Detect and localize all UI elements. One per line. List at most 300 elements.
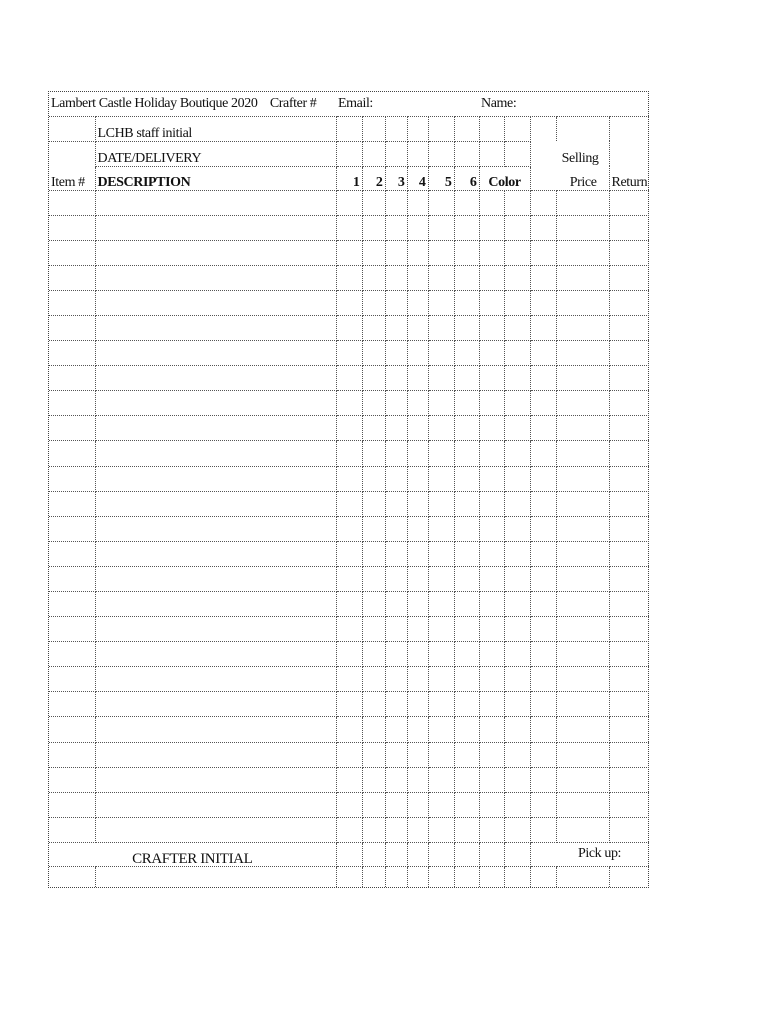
entry-cell[interactable] (336, 265, 362, 290)
entry-cell[interactable] (407, 240, 428, 265)
description-cell[interactable] (95, 441, 336, 466)
entry-cell[interactable] (336, 466, 362, 491)
entry-cell[interactable] (385, 416, 407, 441)
entry-cell[interactable] (362, 315, 385, 340)
entry-cell[interactable] (362, 416, 385, 441)
entry-cell[interactable] (428, 516, 454, 541)
entry-cell[interactable] (428, 742, 454, 767)
entry-cell[interactable] (428, 592, 454, 617)
entry-cell[interactable] (428, 767, 454, 792)
entry-cell[interactable] (362, 265, 385, 290)
item-number-cell[interactable] (49, 642, 95, 667)
entry-cell[interactable] (479, 441, 504, 466)
entry-cell[interactable] (336, 717, 362, 742)
entry-cell[interactable] (454, 315, 479, 340)
entry-cell[interactable] (407, 842, 428, 866)
entry-cell[interactable] (556, 692, 609, 717)
entry-cell[interactable] (504, 541, 530, 566)
entry-cell[interactable] (609, 190, 649, 215)
entry-cell[interactable] (454, 240, 479, 265)
entry-cell[interactable] (385, 667, 407, 692)
entry-cell[interactable] (362, 592, 385, 617)
entry-cell[interactable] (428, 290, 454, 315)
entry-cell[interactable] (479, 516, 504, 541)
entry-cell[interactable] (385, 642, 407, 667)
description-cell[interactable] (95, 566, 336, 591)
entry-cell[interactable] (556, 667, 609, 692)
entry-cell[interactable] (407, 667, 428, 692)
entry-cell[interactable] (504, 290, 530, 315)
description-cell[interactable] (95, 190, 336, 215)
description-cell[interactable] (95, 366, 336, 391)
entry-cell[interactable] (336, 617, 362, 642)
email-field[interactable] (336, 92, 479, 116)
entry-cell[interactable] (609, 441, 649, 466)
entry-cell[interactable] (336, 391, 362, 416)
entry-cell[interactable] (336, 315, 362, 340)
entry-cell[interactable] (504, 592, 530, 617)
entry-cell[interactable] (385, 692, 407, 717)
entry-cell[interactable] (556, 516, 609, 541)
description-cell[interactable] (95, 667, 336, 692)
entry-cell[interactable] (504, 817, 530, 842)
entry-cell[interactable] (336, 767, 362, 792)
description-cell[interactable] (95, 416, 336, 441)
entry-cell[interactable] (428, 692, 454, 717)
entry-cell[interactable] (362, 667, 385, 692)
entry-cell[interactable] (556, 366, 609, 391)
entry-cell[interactable] (362, 792, 385, 817)
entry-cell[interactable] (530, 717, 556, 742)
entry-cell[interactable] (336, 566, 362, 591)
description-cell[interactable] (95, 391, 336, 416)
entry-cell[interactable] (556, 240, 609, 265)
entry-cell[interactable] (385, 290, 407, 315)
entry-cell[interactable] (385, 491, 407, 516)
entry-cell[interactable] (479, 315, 504, 340)
entry-cell[interactable] (428, 866, 454, 887)
entry-cell[interactable] (479, 341, 504, 366)
item-number-cell[interactable] (49, 566, 95, 591)
entry-cell[interactable] (428, 215, 454, 240)
description-cell[interactable] (95, 792, 336, 817)
entry-cell[interactable] (530, 592, 556, 617)
entry-cell[interactable] (385, 341, 407, 366)
entry-cell[interactable] (479, 792, 504, 817)
size-cell[interactable] (385, 116, 407, 141)
entry-cell[interactable] (336, 742, 362, 767)
entry-cell[interactable] (428, 265, 454, 290)
size-cell[interactable] (362, 141, 385, 166)
entry-cell[interactable] (530, 366, 556, 391)
entry-cell[interactable] (362, 290, 385, 315)
size-cell[interactable] (362, 116, 385, 141)
entry-cell[interactable] (556, 416, 609, 441)
entry-cell[interactable] (336, 341, 362, 366)
entry-cell[interactable] (362, 190, 385, 215)
entry-cell[interactable] (556, 541, 609, 566)
entry-cell[interactable] (556, 315, 609, 340)
description-cell[interactable] (95, 817, 336, 842)
description-cell[interactable] (95, 516, 336, 541)
entry-cell[interactable] (428, 817, 454, 842)
entry-cell[interactable] (336, 692, 362, 717)
item-number-cell[interactable] (49, 315, 95, 340)
description-cell[interactable] (95, 592, 336, 617)
entry-cell[interactable] (556, 817, 609, 842)
entry-cell[interactable] (504, 566, 530, 591)
entry-cell[interactable] (530, 692, 556, 717)
entry-cell[interactable] (479, 767, 504, 792)
entry-cell[interactable] (530, 642, 556, 667)
item-number-cell[interactable] (49, 692, 95, 717)
entry-cell[interactable] (479, 466, 504, 491)
entry-cell[interactable] (504, 391, 530, 416)
entry-cell[interactable] (428, 491, 454, 516)
size-cell[interactable] (336, 116, 362, 141)
description-cell[interactable] (95, 866, 336, 887)
entry-cell[interactable] (479, 842, 504, 866)
entry-cell[interactable] (407, 516, 428, 541)
entry-cell[interactable] (479, 391, 504, 416)
entry-cell[interactable] (407, 742, 428, 767)
item-number-cell[interactable] (49, 466, 95, 491)
item-number-cell[interactable] (49, 190, 95, 215)
entry-cell[interactable] (454, 767, 479, 792)
entry-cell[interactable] (556, 391, 609, 416)
item-number-cell[interactable] (49, 592, 95, 617)
item-number-cell[interactable] (49, 215, 95, 240)
entry-cell[interactable] (454, 866, 479, 887)
entry-cell[interactable] (454, 692, 479, 717)
size-cell[interactable] (336, 141, 362, 166)
entry-cell[interactable] (385, 541, 407, 566)
entry-cell[interactable] (609, 742, 649, 767)
entry-cell[interactable] (362, 617, 385, 642)
entry-cell[interactable] (428, 541, 454, 566)
entry-cell[interactable] (504, 642, 530, 667)
entry-cell[interactable] (385, 842, 407, 866)
item-number-cell[interactable] (49, 341, 95, 366)
entry-cell[interactable] (454, 617, 479, 642)
entry-cell[interactable] (407, 391, 428, 416)
entry-cell[interactable] (336, 190, 362, 215)
entry-cell[interactable] (530, 491, 556, 516)
item-number-cell[interactable] (49, 541, 95, 566)
entry-cell[interactable] (385, 516, 407, 541)
entry-cell[interactable] (609, 817, 649, 842)
entry-cell[interactable] (556, 792, 609, 817)
entry-cell[interactable] (407, 642, 428, 667)
entry-cell[interactable] (504, 692, 530, 717)
entry-cell[interactable] (336, 817, 362, 842)
entry-cell[interactable] (609, 592, 649, 617)
entry-cell[interactable] (362, 541, 385, 566)
entry-cell[interactable] (479, 592, 504, 617)
entry-cell[interactable] (556, 717, 609, 742)
entry-cell[interactable] (504, 516, 530, 541)
entry-cell[interactable] (407, 416, 428, 441)
entry-cell[interactable] (362, 642, 385, 667)
entry-cell[interactable] (407, 366, 428, 391)
entry-cell[interactable] (504, 366, 530, 391)
entry-cell[interactable] (428, 391, 454, 416)
entry-cell[interactable] (407, 692, 428, 717)
entry-cell[interactable] (479, 416, 504, 441)
entry-cell[interactable] (504, 215, 530, 240)
entry-cell[interactable] (504, 441, 530, 466)
entry-cell[interactable] (609, 792, 649, 817)
entry-cell[interactable] (407, 866, 428, 887)
description-cell[interactable] (95, 692, 336, 717)
name-field[interactable] (479, 92, 649, 116)
entry-cell[interactable] (454, 466, 479, 491)
entry-cell[interactable] (556, 767, 609, 792)
item-number-cell[interactable] (49, 866, 95, 887)
entry-cell[interactable] (407, 190, 428, 215)
entry-cell[interactable] (454, 265, 479, 290)
entry-cell[interactable] (556, 190, 609, 215)
item-number-cell[interactable] (49, 767, 95, 792)
entry-cell[interactable] (407, 541, 428, 566)
entry-cell[interactable] (556, 265, 609, 290)
entry-cell[interactable] (504, 240, 530, 265)
entry-cell[interactable] (454, 491, 479, 516)
entry-cell[interactable] (556, 441, 609, 466)
entry-cell[interactable] (454, 792, 479, 817)
entry-cell[interactable] (530, 416, 556, 441)
entry-cell[interactable] (530, 341, 556, 366)
entry-cell[interactable] (428, 240, 454, 265)
entry-cell[interactable] (556, 466, 609, 491)
entry-cell[interactable] (479, 692, 504, 717)
entry-cell[interactable] (407, 617, 428, 642)
description-cell[interactable] (95, 541, 336, 566)
entry-cell[interactable] (428, 341, 454, 366)
entry-cell[interactable] (479, 190, 504, 215)
item-number-cell[interactable] (49, 742, 95, 767)
entry-cell[interactable] (609, 566, 649, 591)
item-number-cell[interactable] (49, 391, 95, 416)
entry-cell[interactable] (530, 742, 556, 767)
color-cell[interactable] (479, 141, 504, 166)
description-cell[interactable] (95, 717, 336, 742)
entry-cell[interactable] (530, 315, 556, 340)
entry-cell[interactable] (530, 265, 556, 290)
size-cell[interactable] (454, 141, 479, 166)
entry-cell[interactable] (428, 190, 454, 215)
entry-cell[interactable] (407, 491, 428, 516)
entry-cell[interactable] (385, 366, 407, 391)
entry-cell[interactable] (454, 842, 479, 866)
entry-cell[interactable] (336, 416, 362, 441)
entry-cell[interactable] (362, 767, 385, 792)
entry-cell[interactable] (336, 240, 362, 265)
entry-cell[interactable] (428, 617, 454, 642)
entry-cell[interactable] (556, 642, 609, 667)
entry-cell[interactable] (504, 866, 530, 887)
entry-cell[interactable] (479, 717, 504, 742)
entry-cell[interactable] (362, 341, 385, 366)
entry-cell[interactable] (428, 717, 454, 742)
entry-cell[interactable] (530, 767, 556, 792)
entry-cell[interactable] (362, 441, 385, 466)
entry-cell[interactable] (454, 592, 479, 617)
entry-cell[interactable] (362, 866, 385, 887)
entry-cell[interactable] (479, 215, 504, 240)
entry-cell[interactable] (336, 592, 362, 617)
entry-cell[interactable] (504, 416, 530, 441)
entry-cell[interactable] (454, 366, 479, 391)
entry-cell[interactable] (609, 315, 649, 340)
entry-cell[interactable] (362, 240, 385, 265)
entry-cell[interactable] (504, 265, 530, 290)
entry-cell[interactable] (479, 240, 504, 265)
entry-cell[interactable] (385, 466, 407, 491)
description-cell[interactable] (95, 617, 336, 642)
entry-cell[interactable] (454, 190, 479, 215)
entry-cell[interactable] (504, 190, 530, 215)
entry-cell[interactable] (428, 842, 454, 866)
entry-cell[interactable] (479, 667, 504, 692)
entry-cell[interactable] (385, 190, 407, 215)
item-number-cell[interactable] (49, 617, 95, 642)
entry-cell[interactable] (530, 541, 556, 566)
size-cell[interactable] (428, 141, 454, 166)
entry-cell[interactable] (336, 290, 362, 315)
entry-cell[interactable] (530, 516, 556, 541)
entry-cell[interactable] (609, 240, 649, 265)
description-cell[interactable] (95, 742, 336, 767)
entry-cell[interactable] (530, 240, 556, 265)
entry-cell[interactable] (454, 541, 479, 566)
entry-cell[interactable] (336, 541, 362, 566)
size-cell[interactable] (407, 116, 428, 141)
color-cell[interactable] (504, 141, 530, 166)
entry-cell[interactable] (454, 290, 479, 315)
entry-cell[interactable] (407, 717, 428, 742)
entry-cell[interactable] (530, 215, 556, 240)
entry-cell[interactable] (609, 642, 649, 667)
entry-cell[interactable] (556, 742, 609, 767)
item-number-cell[interactable] (49, 792, 95, 817)
item-number-cell[interactable] (49, 717, 95, 742)
item-number-cell[interactable] (49, 667, 95, 692)
entry-cell[interactable] (407, 215, 428, 240)
entry-cell[interactable] (428, 667, 454, 692)
entry-cell[interactable] (504, 717, 530, 742)
entry-cell[interactable] (336, 441, 362, 466)
entry-cell[interactable] (556, 341, 609, 366)
entry-cell[interactable] (407, 341, 428, 366)
entry-cell[interactable] (362, 215, 385, 240)
entry-cell[interactable] (556, 592, 609, 617)
entry-cell[interactable] (362, 817, 385, 842)
entry-cell[interactable] (504, 842, 530, 866)
item-number-cell[interactable] (49, 416, 95, 441)
description-cell[interactable] (95, 215, 336, 240)
entry-cell[interactable] (609, 866, 649, 887)
entry-cell[interactable] (530, 190, 556, 215)
item-number-cell[interactable] (49, 516, 95, 541)
entry-cell[interactable] (362, 516, 385, 541)
entry-cell[interactable] (454, 215, 479, 240)
entry-cell[interactable] (530, 866, 556, 887)
entry-cell[interactable] (336, 366, 362, 391)
entry-cell[interactable] (454, 717, 479, 742)
entry-cell[interactable] (609, 290, 649, 315)
entry-cell[interactable] (385, 617, 407, 642)
item-number-cell[interactable] (49, 817, 95, 842)
entry-cell[interactable] (407, 817, 428, 842)
entry-cell[interactable] (530, 290, 556, 315)
entry-cell[interactable] (609, 416, 649, 441)
entry-cell[interactable] (385, 566, 407, 591)
entry-cell[interactable] (428, 792, 454, 817)
entry-cell[interactable] (336, 215, 362, 240)
description-cell[interactable] (95, 466, 336, 491)
description-cell[interactable] (95, 341, 336, 366)
entry-cell[interactable] (530, 617, 556, 642)
entry-cell[interactable] (609, 466, 649, 491)
entry-cell[interactable] (609, 617, 649, 642)
entry-cell[interactable] (530, 817, 556, 842)
entry-cell[interactable] (609, 491, 649, 516)
description-cell[interactable] (95, 290, 336, 315)
item-number-cell[interactable] (49, 290, 95, 315)
entry-cell[interactable] (336, 866, 362, 887)
entry-cell[interactable] (609, 541, 649, 566)
item-number-cell[interactable] (49, 366, 95, 391)
entry-cell[interactable] (479, 742, 504, 767)
entry-cell[interactable] (609, 215, 649, 240)
entry-cell[interactable] (530, 667, 556, 692)
entry-cell[interactable] (362, 566, 385, 591)
entry-cell[interactable] (407, 592, 428, 617)
entry-cell[interactable] (407, 441, 428, 466)
entry-cell[interactable] (504, 617, 530, 642)
color-cell[interactable] (479, 116, 504, 141)
description-cell[interactable] (95, 491, 336, 516)
size-cell[interactable] (407, 141, 428, 166)
entry-cell[interactable] (609, 717, 649, 742)
entry-cell[interactable] (479, 541, 504, 566)
entry-cell[interactable] (362, 391, 385, 416)
entry-cell[interactable] (504, 341, 530, 366)
description-cell[interactable] (95, 767, 336, 792)
item-number-cell[interactable] (49, 441, 95, 466)
entry-cell[interactable] (504, 491, 530, 516)
entry-cell[interactable] (385, 717, 407, 742)
entry-cell[interactable] (428, 441, 454, 466)
entry-cell[interactable] (385, 817, 407, 842)
entry-cell[interactable] (454, 416, 479, 441)
entry-cell[interactable] (362, 491, 385, 516)
entry-cell[interactable] (609, 341, 649, 366)
entry-cell[interactable] (407, 466, 428, 491)
entry-cell[interactable] (407, 315, 428, 340)
entry-cell[interactable] (428, 416, 454, 441)
entry-cell[interactable] (504, 792, 530, 817)
entry-cell[interactable] (556, 566, 609, 591)
entry-cell[interactable] (609, 366, 649, 391)
entry-cell[interactable] (407, 290, 428, 315)
size-cell[interactable] (454, 116, 479, 141)
description-cell[interactable] (95, 240, 336, 265)
description-cell[interactable] (95, 315, 336, 340)
entry-cell[interactable] (385, 265, 407, 290)
entry-cell[interactable] (530, 391, 556, 416)
